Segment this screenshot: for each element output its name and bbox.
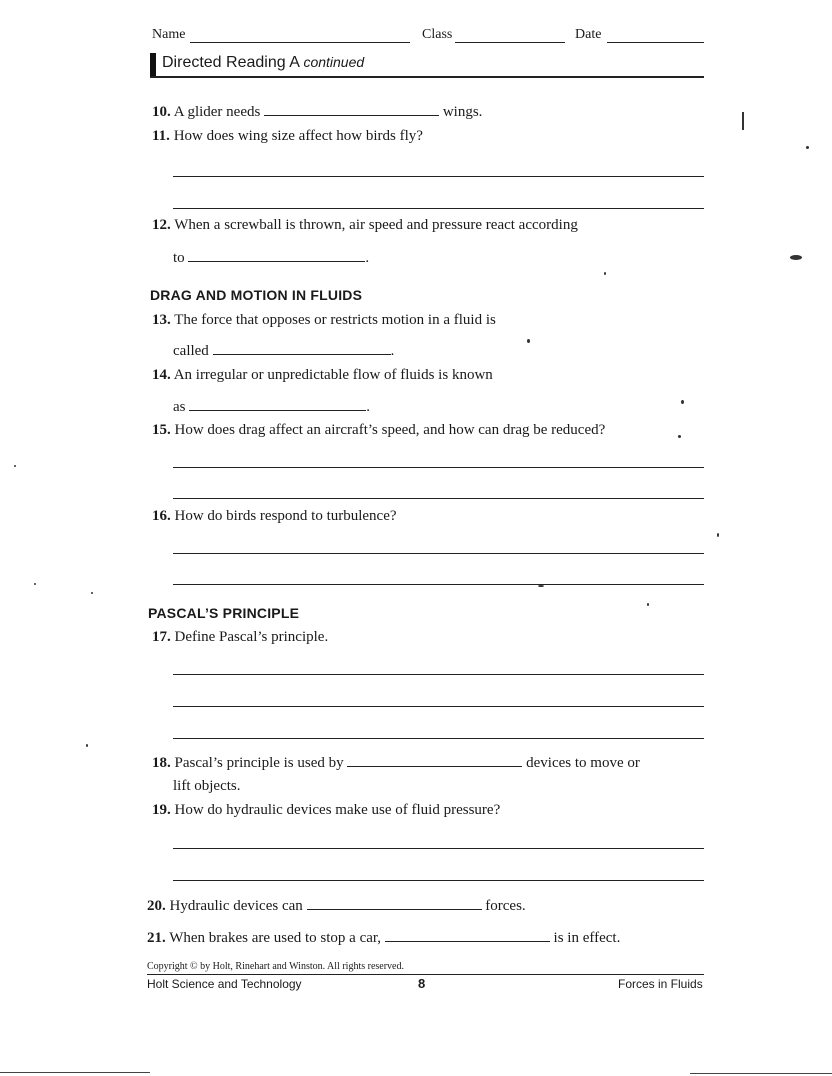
q21-text-after: is in effect. <box>553 930 621 946</box>
question-18 <box>152 754 640 772</box>
scan-speck <box>806 146 809 149</box>
q13-answer-blank[interactable] <box>213 342 391 355</box>
q10-text-after: wings. <box>442 104 483 120</box>
q14-number: 14. <box>152 367 171 383</box>
q19-answer-line[interactable] <box>173 848 704 849</box>
q11-answer-line[interactable] <box>173 176 704 177</box>
q16-text: How do birds respond to turbulence? <box>174 508 397 524</box>
q18-continuation: lift objects. <box>173 778 241 794</box>
footer-right: Forces in Fluids <box>618 977 703 991</box>
q11-answer-line[interactable] <box>173 208 704 209</box>
q13-text: The force that opposes or restricts motion in a fluid is <box>174 312 496 328</box>
footer-rule <box>147 974 704 975</box>
name-label: Name <box>152 27 186 42</box>
q16-answer-line[interactable] <box>173 553 704 554</box>
scan-speck <box>86 744 88 747</box>
question-21 <box>147 929 620 947</box>
scan-speck <box>91 592 93 594</box>
q12-end: . <box>365 250 370 266</box>
scan-speck <box>790 255 802 260</box>
banner-suffix: continued <box>303 54 365 70</box>
q12-number: 12. <box>152 217 171 233</box>
question-20 <box>147 897 526 915</box>
q21-answer-blank[interactable] <box>385 929 550 942</box>
q14-end: . <box>366 399 370 415</box>
q18-answer-blank[interactable] <box>347 754 522 767</box>
q15-answer-line[interactable] <box>173 498 704 499</box>
class-field-line[interactable] <box>455 42 565 43</box>
q19-number: 19. <box>152 802 171 818</box>
question-10 <box>152 103 482 121</box>
scan-speck <box>538 585 544 587</box>
question-12 <box>152 217 578 234</box>
q15-answer-line[interactable] <box>173 467 704 468</box>
scan-speck <box>604 272 606 275</box>
q14-cont-text: as <box>173 399 186 415</box>
q17-answer-line[interactable] <box>173 738 704 739</box>
scan-edge-line <box>690 1073 832 1074</box>
q19-answer-line[interactable] <box>173 880 704 881</box>
q15-text: How does drag affect an aircraft’s speed, and how can drag be reduced? <box>174 422 606 438</box>
page-number: 8 <box>418 976 426 991</box>
question-11 <box>152 128 423 145</box>
q11-text: How does wing size affect how birds fly? <box>173 128 423 144</box>
q13-cont-text: called <box>173 343 209 359</box>
q17-answer-line[interactable] <box>173 674 704 675</box>
q21-number: 21. <box>147 930 166 946</box>
q20-text-after: forces. <box>485 898 526 914</box>
name-field-line[interactable] <box>190 42 410 43</box>
banner-title <box>162 54 364 72</box>
q10-text-before: A glider needs <box>173 104 261 120</box>
q17-answer-line[interactable] <box>173 706 704 707</box>
q18-text-after: devices to move or <box>526 755 640 771</box>
q12-text: When a screwball is thrown, air speed and pressure react according <box>174 217 578 233</box>
date-label: Date <box>575 27 602 42</box>
q16-number: 16. <box>152 508 171 524</box>
q20-text-before: Hydraulic devices can <box>169 898 303 914</box>
q13-number: 13. <box>152 312 171 328</box>
q19-text: How do hydraulic devices make use of fluid pressure? <box>174 802 501 818</box>
q13-end: . <box>390 343 395 359</box>
question-16 <box>152 508 397 525</box>
section-heading-drag: DRAG AND MOTION IN FLUIDS <box>150 287 363 303</box>
q11-number: 11. <box>152 128 170 144</box>
date-field-line[interactable] <box>607 42 704 43</box>
q12-answer-blank[interactable] <box>188 249 365 262</box>
q13-continuation <box>173 342 394 360</box>
q21-text-before: When brakes are used to stop a car, <box>169 930 382 946</box>
q14-text: An irregular or unpredictable flow of fluids is known <box>173 367 493 383</box>
question-15 <box>152 422 605 439</box>
scan-speck <box>647 603 649 606</box>
q15-number: 15. <box>152 422 171 438</box>
class-label: Class <box>422 27 453 42</box>
q18-number: 18. <box>152 755 171 771</box>
q14-answer-blank[interactable] <box>189 398 366 411</box>
q17-number: 17. <box>152 629 171 645</box>
section-heading-pascal: PASCAL’S PRINCIPLE <box>148 605 300 621</box>
footer-left: Holt Science and Technology <box>147 977 302 991</box>
q16-answer-line[interactable] <box>173 584 704 585</box>
banner-rule <box>150 76 704 78</box>
question-19 <box>152 802 500 819</box>
scan-speck <box>717 533 719 537</box>
scan-speck <box>14 465 16 467</box>
scan-speck <box>681 400 684 404</box>
q20-number: 20. <box>147 898 166 914</box>
q14-continuation <box>173 398 370 416</box>
scan-speck <box>742 112 744 130</box>
scan-speck <box>527 339 530 343</box>
question-14 <box>152 367 493 384</box>
scan-speck <box>678 435 681 438</box>
question-17 <box>152 629 328 646</box>
copyright: Copyright © by Holt, Rinehart and Winston. All rights reserved. <box>147 961 404 972</box>
banner-bar <box>150 53 156 76</box>
q10-answer-blank[interactable] <box>264 103 439 116</box>
q18-text-before: Pascal’s principle is used by <box>174 755 344 771</box>
scan-edge-line <box>0 1072 150 1073</box>
question-13 <box>152 312 496 329</box>
q10-number: 10. <box>152 104 171 120</box>
banner-title-text: Directed Reading A <box>162 54 299 71</box>
scan-speck <box>34 583 36 585</box>
q17-text: Define Pascal’s principle. <box>174 629 329 645</box>
q12-cont-text: to <box>173 250 185 266</box>
q12-continuation <box>173 249 369 267</box>
q20-answer-blank[interactable] <box>307 897 482 910</box>
